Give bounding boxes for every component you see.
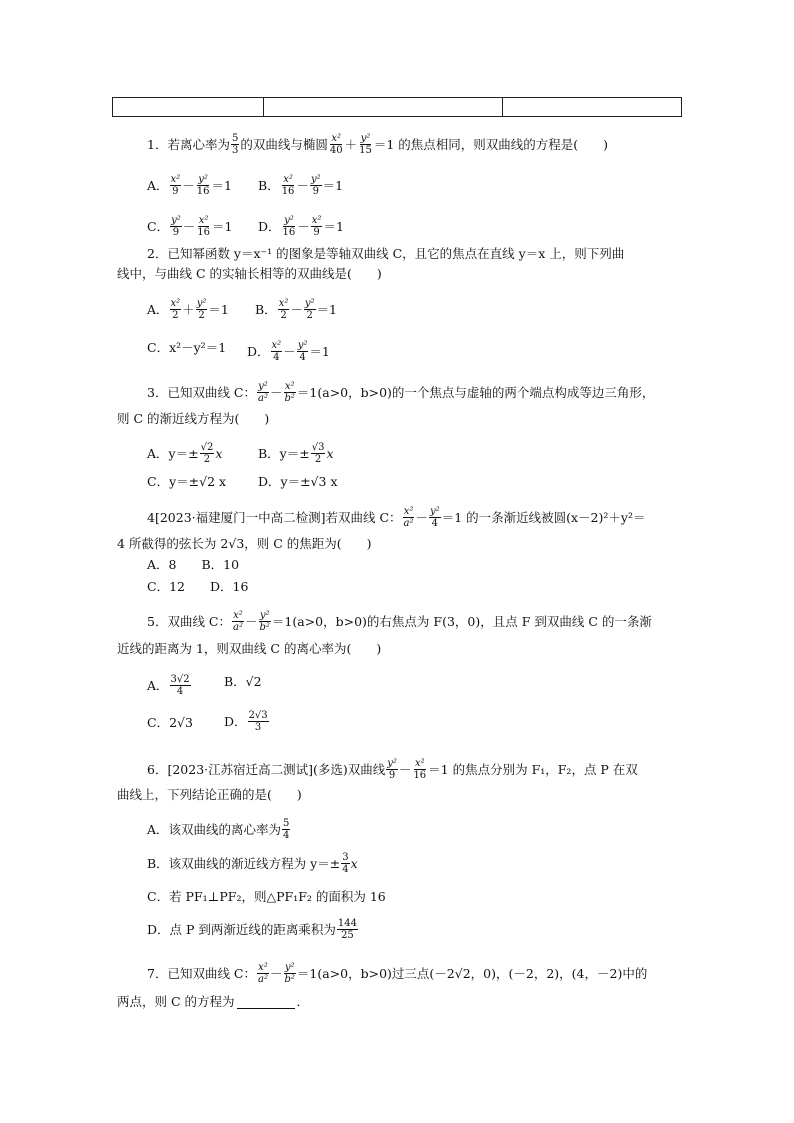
q1-stem: 1．若离心率为 $\frac{5}{3}$ 的双曲线与椭圆 $\frac{\text{x²}}{40}$ ＋ $\frac{\text{y²}}{15}$ ＝1 的焦点相同，则双曲线的方程是( ) xyxy=(147,133,609,156)
q5-option-c: C．2√3 xyxy=(147,715,193,730)
q4-stem-line2: 4 所截得的弦长为 2√3，则 C 的焦距为( ) xyxy=(117,536,372,551)
q4-options-ab: A．8 B．10 xyxy=(147,557,240,572)
q5-stem-line1: 5．双曲线 C： $\frac{\text{x²}}{\text{a²}}$ － $\frac{\text{y²}}{\text{b²}}$ ＝1(a>0，b>0)的右焦点为 F(3，0)，且点 F 到双曲线 C 的一条渐 xyxy=(147,610,652,633)
answer-blank xyxy=(237,996,295,1009)
q1-option-a: A． $\frac{\text{x²}}{9}$ － $\frac{\text{y²}}{16}$ ＝1 xyxy=(147,174,232,197)
q5-option-a: A． $\frac{3√2}{4}$ xyxy=(147,674,190,697)
header-cell-1 xyxy=(113,98,264,117)
q6-option-c: C．若 PF₁⊥PF₂，则△PF₁F₂ 的面积为 16 xyxy=(147,889,386,904)
q6-option-d: D．点 P 到两渐近线的距离乘积为 $\frac{144}{25}$ xyxy=(147,918,357,941)
q2-option-b: B． $\frac{\text{x²}}{2}$ － $\frac{\text{y²}}{2}$ ＝1 xyxy=(255,298,337,321)
q3-stem-line1: 3．已知双曲线 C： $\frac{\text{y²}}{\text{a²}}$ － $\frac{\text{x²}}{\text{b²}}$ ＝1(a>0，b>0)的一个焦点与虚轴的两个端点构成等边三角形， xyxy=(147,381,655,404)
fraction: $\frac{\text{y²}}{15}$ xyxy=(359,133,372,156)
fraction: $\frac{5}{3}$ xyxy=(231,133,239,156)
q2-option-d: D． $\frac{\text{x²}}{4}$ － $\frac{\text{y²}}{4}$ ＝1 xyxy=(247,340,330,363)
q6-option-b: B．该双曲线的渐近线方程为 y＝± $\frac{3}{4}$ x xyxy=(147,852,358,875)
q2-stem-line1: 2．已知幂函数 y＝x⁻¹ 的图象是等轴双曲线 C，且它的焦点在直线 y＝x 上，则下列曲 xyxy=(147,246,625,261)
q5-stem-line2: 近线的距离为 1，则双曲线 C 的离心率为( ) xyxy=(117,641,382,656)
q5-option-d: D． $\frac{2√3}{3}$ xyxy=(224,710,268,733)
q2-option-c: C．x²－y²＝1 xyxy=(147,340,227,355)
q3-option-d: D．y＝±√3 x xyxy=(258,474,338,489)
fraction: $\frac{\text{x²}}{40}$ xyxy=(329,133,343,156)
q1-option-d: D． $\frac{\text{y²}}{16}$ － $\frac{\text{x²}}{9}$ ＝1 xyxy=(258,215,344,238)
q3-option-a: A．y＝± $\frac{√2}{2}$ x xyxy=(147,442,223,465)
q6-option-a: A．该双曲线的离心率为 $\frac{5}{4}$ xyxy=(147,818,290,841)
header-table xyxy=(112,97,682,117)
q2-stem-line2: 线中，与曲线 C 的实轴长相等的双曲线是( ) xyxy=(117,266,382,281)
q3-stem-line2: 则 C 的渐近线方程为( ) xyxy=(117,411,270,426)
q5-option-b: B．√2 xyxy=(224,674,262,689)
q2-option-a: A． $\frac{\text{x²}}{2}$ ＋ $\frac{\text{y²}}{2}$ ＝1 xyxy=(147,298,229,321)
q3-option-c: C．y＝±√2 x xyxy=(147,474,227,489)
q1-option-b: B． $\frac{\text{x²}}{16}$ － $\frac{\text{y²}}{9}$ ＝1 xyxy=(258,174,344,197)
q4-stem-line1: 4[2023·福建厦门一中高二检测]若双曲线 C： $\frac{\text{x²}}{\text{a²}}$ － $\frac{\text{y²}}{4}$ ＝1 的一条渐近线被圆(x－2)²＋y²＝ xyxy=(147,506,646,529)
q7-stem-line1: 7．已知双曲线 C： $\frac{\text{x²}}{\text{a²}}$ － $\frac{\text{y²}}{\text{b²}}$ ＝1(a>0，b>0)过三点(－2√2，0)，(－2，2)，(4，－2)中的 xyxy=(147,962,648,985)
q6-stem-line2: 曲线上，下列结论正确的是( ) xyxy=(117,787,302,802)
q1-option-c: C． $\frac{\text{y²}}{9}$ － $\frac{\text{x²}}{16}$ ＝1 xyxy=(147,215,233,238)
q3-option-b: B．y＝± $\frac{√3}{2}$ x xyxy=(258,442,334,465)
q4-options-cd: C．12 D．16 xyxy=(147,579,249,594)
q6-stem-line1: 6．[2023·江苏宿迁高二测试](多选)双曲线 $\frac{\text{y²}}{9}$ － $\frac{\text{x²}}{16}$ ＝1 的焦点分别为 F₁，F₂，点 P 在双 xyxy=(147,758,638,781)
q7-stem-line2: 两点，则 C 的方程为 ． xyxy=(117,994,310,1009)
header-cell-3 xyxy=(503,98,682,117)
header-cell-2 xyxy=(264,98,503,117)
